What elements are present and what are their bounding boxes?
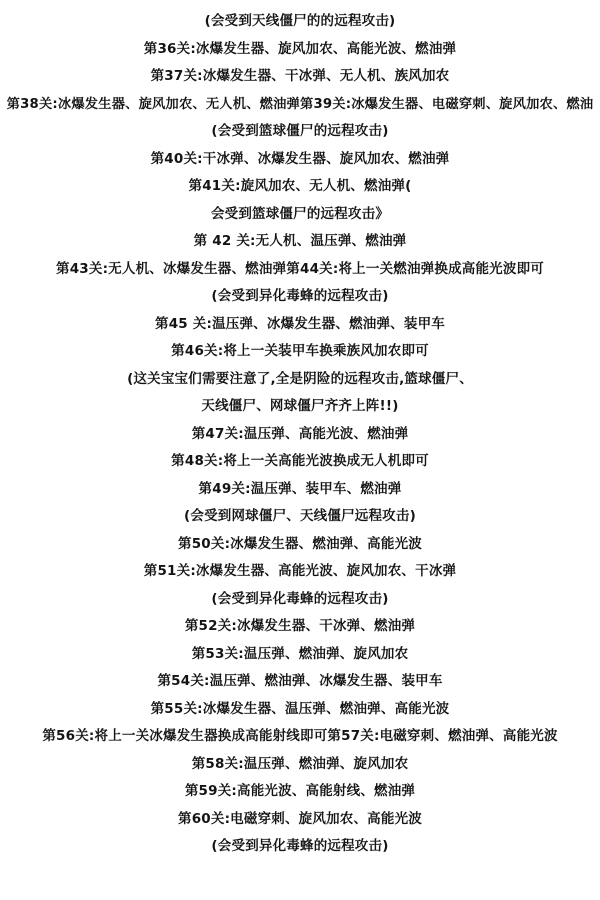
text-line: 第46关:将上一关装甲车换乘族风加农即可 [171, 343, 429, 359]
text-line: 第45 关:温压弹、冰爆发生器、燃油弹、装甲车 [155, 315, 445, 332]
text-line: 第56关:将上一关冰爆发生器换成高能射线即可第57关:电磁穿刺、燃油弹、高能光波 [42, 728, 558, 744]
text-line: 第38关:冰爆发生器、旋风加农、无人机、燃油弹第39关:冰爆发生器、电磁穿刺、旋风加农、燃油 [6, 96, 594, 112]
text-line: 第52关:冰爆发生器、干冰弹、燃油弹 [184, 618, 416, 634]
text-line: 第41关:旋风加农、无人机、燃油弹( [188, 178, 412, 194]
text-line: 第36关:冰爆发生器、旋风加农、高能光波、燃油弹 [143, 40, 457, 57]
text-line: 第59关:高能光波、高能射线、燃油弹 [184, 783, 416, 799]
text-line: (会受到篮球僵尸的远程攻击) [211, 123, 389, 139]
text-line: (这关宝宝们需要注意了,全是阴险的远程攻击,篮球僵尸、 [127, 370, 473, 387]
text-line: (会受到异化毒蜂的远程攻击) [211, 590, 389, 607]
text-line: 第55关:冰爆发生器、温压弹、燃油弹、高能光波 [150, 700, 450, 717]
text-line: 第51关:冰爆发生器、高能光波、旋风加农、干冰弹 [143, 563, 457, 579]
text-line: 第47关:温压弹、高能光波、燃油弹 [191, 425, 409, 442]
text-line: 第54关:温压弹、燃油弹、冰爆发生器、装甲车 [157, 673, 443, 689]
text-line: 第50关:冰爆发生器、燃油弹、高能光波 [178, 535, 422, 552]
text-line: 第43关:无人机、冰爆发生器、燃油弹第44关:将上一关燃油弹换成高能光波即可 [56, 260, 544, 277]
text-line: 第58关:温压弹、燃油弹、旋风加农 [191, 755, 409, 772]
text-line: 第49关:温压弹、装甲车、燃油弹 [198, 480, 402, 497]
text-line: 第53关:温压弹、燃油弹、旋风加农 [191, 645, 409, 662]
text-line: (会受到异化毒蜂的远程攻击) [211, 838, 389, 854]
text-line: 第37关:冰爆发生器、干冰弹、无人机、族风加农 [150, 68, 450, 84]
text-line: 第60关:电磁穿刺、旋风加农、高能光波 [178, 810, 422, 827]
text-line: 天线僵尸、网球僵尸齐齐上阵!!) [201, 398, 399, 414]
text-line: 会受到篮球僵尸的远程攻击》 [210, 205, 390, 222]
text-line: (会受到天线僵尸的的远程攻击) [204, 13, 396, 29]
text-line: (会受到网球僵尸、天线僵尸远程攻击) [184, 508, 416, 524]
text-line: (会受到异化毒蜂的远程攻击) [211, 288, 389, 304]
text-line: 第 42 关:无人机、温压弹、燃油弹 [193, 233, 407, 249]
text-line: 第40关:干冰弹、冰爆发生器、旋风加农、燃油弹 [150, 150, 450, 167]
text-line: 第48关:将上一关高能光波换成无人机即可 [171, 453, 429, 469]
